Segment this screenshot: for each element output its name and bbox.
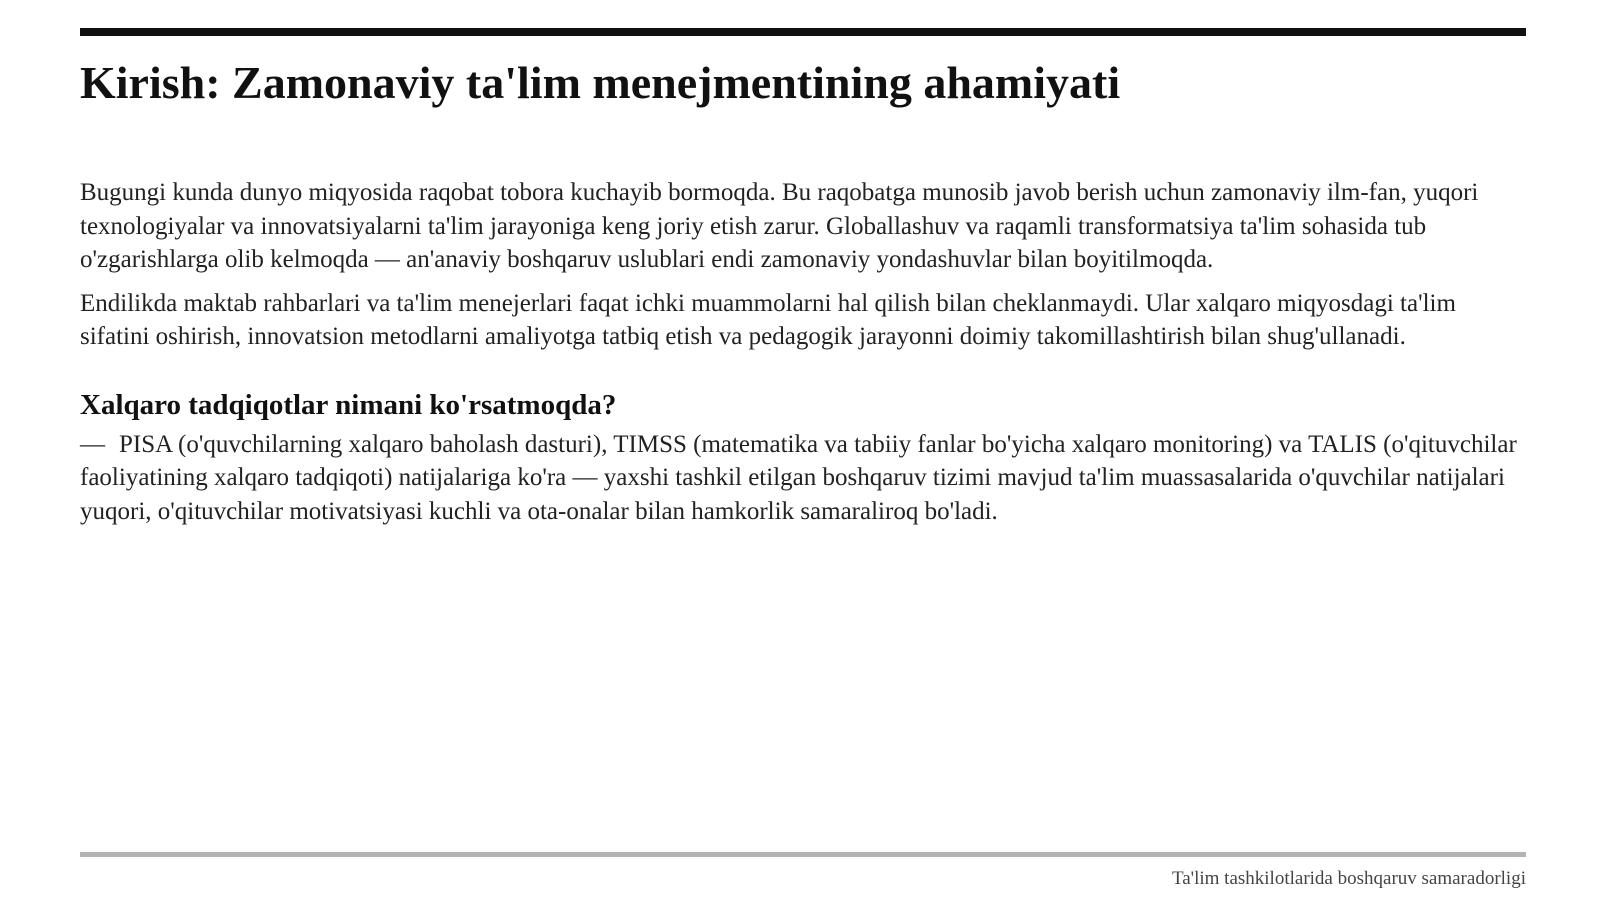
- footer-text: Ta'lim tashkilotlarida boshqaruv samaradorligi: [1171, 868, 1526, 889]
- section-subheading: Xalqaro tadqiqotlar nimani ko'rsatmoqda?: [80, 388, 617, 421]
- research-bullet: [80, 428, 1526, 529]
- bullet-marker: —: [80, 430, 105, 458]
- bullet-text: PISA (o'quvchilarning xalqaro baholash dasturi), TIMSS (matematika va tabiiy fanlar bo'yicha xalqaro monitoring) va TALIS (o'qituvchilar faoliyatining xalqaro tadqiqoti) natijalariga ko'ra — yaxshi tashkil etilgan boshqaruv tizimi mavjud ta'lim muassasalarida o'quvchilar natijalari yuqori, o'qituvchilar motivatsiyasi kuchli va ota-onalar bilan hamkorlik samaraliroq bo'ladi.: [80, 430, 1517, 525]
- bottom-divider: [80, 852, 1526, 857]
- slide-title: Kirish: Zamonaviy ta'lim menejmentining ahamiyati: [80, 57, 1121, 108]
- intro-paragraph: Bugungi kunda dunyo miqyosida raqobat tobora kuchayib bormoqda. Bu raqobatga munosib javob berish uchun zamonaviy ilm-fan, yuqori texnologiyalar va innovatsiyalarni ta'lim jarayoniga keng joriy etish zarur. Globallashuv va raqamli transformatsiya ta'lim sohasida tub o'zgarishlarga olib kelmoqda — an'anaviy boshqaruv uslublari endi zamonaviy yondashuvlar bilan boyitilmoqda.: [80, 179, 1479, 273]
- slide-content: [80, 176, 1526, 528]
- managers-paragraph: Endilikda maktab rahbarlari va ta'lim menejerlari faqat ichki muammolarni hal qilish bilan cheklanmaydi. Ular xalqaro miqyosdagi ta'lim sifatini oshirish, innovatsion metodlarni amaliyotga tatbiq etish va pedagogik jarayonni doimiy takomillashtirish bilan shug'ullanadi.: [80, 289, 1456, 350]
- top-divider: [80, 28, 1526, 36]
